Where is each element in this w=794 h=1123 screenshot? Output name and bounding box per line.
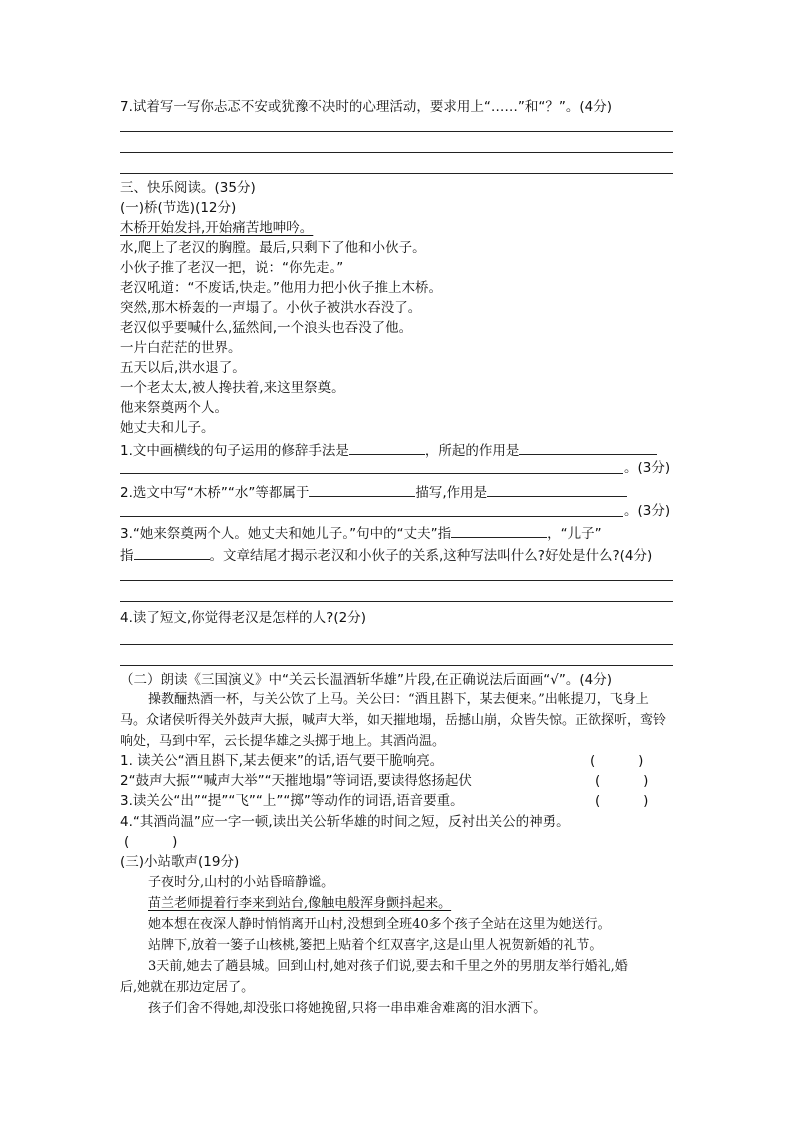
- passage-line: 他来祭奠两个人。: [120, 400, 228, 416]
- passage-line: 水,爬上了老汉的胸膛。最后,只剩下了他和小伙子。: [120, 240, 426, 256]
- question-text: 1.文中画横线的句子运用的修辞手法是: [120, 443, 349, 459]
- passage-heading: (三)小站歌声(19分): [120, 854, 240, 870]
- judge-item: 2“鼓声大振”“喊声大举”“天摧地塌”等词语,要读得悠扬起伏: [120, 773, 472, 789]
- question-4: 4.读了短文,你觉得老汉是怎样的人?(2分): [120, 610, 366, 626]
- answer-line[interactable]: [120, 665, 673, 666]
- passage-line: 操教酾热酒一杯，与关公饮了上马。关公曰：“酒且斟下，某去便来。”出帐提刀，飞身上: [148, 692, 649, 707]
- judge-item: 3.读关公“出”“提”“飞”“上”“掷”等动作的词语,语音要重。: [120, 793, 464, 809]
- question-text: 描写,作用是: [415, 485, 488, 501]
- passage-line: 后,她就在那边定居了。: [120, 980, 255, 995]
- question-1: [120, 440, 657, 460]
- passage-line: 突然,那木桥轰的一声塌了。小伙子被洪水吞没了。: [120, 300, 422, 316]
- answer-line[interactable]: [120, 473, 623, 474]
- question-text: 指: [120, 548, 134, 564]
- answer-line[interactable]: [120, 580, 673, 581]
- judge-item: 1. 读关公“酒且斟下,某去便来”的话,语气要干脆响亮。: [120, 753, 444, 769]
- passage-line: 五天以后,洪水退了。: [120, 360, 246, 376]
- passage-line: 老汉吼道：“不废话,快走。”他用力把小伙子推上木桥。: [120, 280, 443, 296]
- passage-line: 站牌下,放着一篓子山核桃,篓把上贴着个红双喜字,这是山里人祝贺新婚的礼节。: [148, 938, 603, 953]
- answer-line[interactable]: [120, 173, 673, 174]
- passage-line: 子夜时分,山村的小站昏暗静谧。: [148, 875, 335, 890]
- passage-line: 老汉似乎要喊什么,猛然间,一个浪头也吞没了他。: [120, 320, 413, 336]
- passage-line: 孩子们舍不得她,却没张口将她挽留,只将一串串难舍难离的泪水洒下。: [148, 1001, 547, 1016]
- answer-blank[interactable]: [519, 440, 657, 455]
- question-text: 。文章结尾才揭示老汉和小伙子的关系,这种写法叫什么?好处是什么?(4分): [209, 548, 653, 564]
- underlined-sentence: 苗兰老师提着行李来到站台,像触电般浑身颤抖起来。: [148, 896, 452, 911]
- answer-paren[interactable]: ( ): [590, 753, 644, 769]
- answer-line[interactable]: [120, 601, 673, 602]
- answer-paren[interactable]: ( ): [595, 773, 649, 789]
- score-label: 。(3分): [624, 503, 671, 519]
- answer-paren[interactable]: ( ): [124, 834, 178, 850]
- passage-line: 3天前,她去了趟县城。回到山村,她对孩子们说,要去和千里之外的男朋友举行婚礼,婚: [148, 959, 628, 974]
- question-2: [120, 482, 627, 502]
- answer-line[interactable]: [120, 152, 673, 153]
- passage-line: 一个老太太,被人搀扶着,来这里祭奠。: [120, 380, 345, 396]
- passage-line: 她丈夫和儿子。: [120, 420, 215, 436]
- question-text: 2.选文中写“木桥”“水”等都属于: [120, 485, 310, 501]
- question-7: 7.试着写一写你忐忑不安或犹豫不决时的心理活动，要求用上“……”和“？”。(4分): [120, 99, 612, 115]
- answer-blank[interactable]: [134, 545, 210, 560]
- passage-line: 一片白茫茫的世界。: [120, 340, 242, 356]
- score-label: 。(3分): [624, 460, 671, 476]
- passage-line: 马。众诸侯听得关外鼓声大振，喊声大举，如天摧地塌，岳撼山崩，众皆失惊。正欲探听，鸾铃: [120, 713, 667, 728]
- answer-blank[interactable]: [451, 523, 547, 538]
- passage-line: 她本想在夜深人静时悄悄离开山村,没想到全班40多个孩子全站在这里为她送行。: [148, 917, 611, 932]
- answer-blank[interactable]: [487, 482, 627, 497]
- question-text: ，所起的作用是: [424, 443, 520, 459]
- question-3-cont: [120, 545, 652, 565]
- question-text: ，“儿子”: [547, 526, 602, 542]
- passage-line: 小伙子推了老汉一把，说：“你先走。”: [120, 260, 344, 276]
- answer-blank[interactable]: [309, 482, 415, 497]
- question-3: [120, 523, 602, 543]
- answer-line[interactable]: [120, 131, 673, 132]
- answer-paren[interactable]: ( ): [595, 793, 649, 809]
- passage-heading: （二）朗读《三国演义》中“关云长温酒斩华雄”片段,在正确说法后面画“√”。(4分): [120, 672, 612, 688]
- passage-heading: (一)桥(节选)(12分): [120, 200, 237, 216]
- underlined-sentence: 木桥开始发抖,开始痛苦地呻吟。: [120, 220, 314, 236]
- answer-line[interactable]: [120, 516, 623, 517]
- section-heading: 三、快乐阅读。(35分): [120, 180, 256, 196]
- answer-blank[interactable]: [349, 440, 425, 455]
- judge-item: 4.“其酒尚温”应一字一顿,读出关公斩华雄的时间之短，反衬出关公的神勇。: [120, 814, 570, 830]
- passage-line: 响处，马到中军，云长提华雄之头掷于地上。其酒尚温。: [120, 734, 446, 749]
- answer-line[interactable]: [120, 644, 673, 645]
- question-text: 3.“她来祭奠两个人。她丈夫和她儿子。”句中的“丈夫”指: [120, 526, 452, 542]
